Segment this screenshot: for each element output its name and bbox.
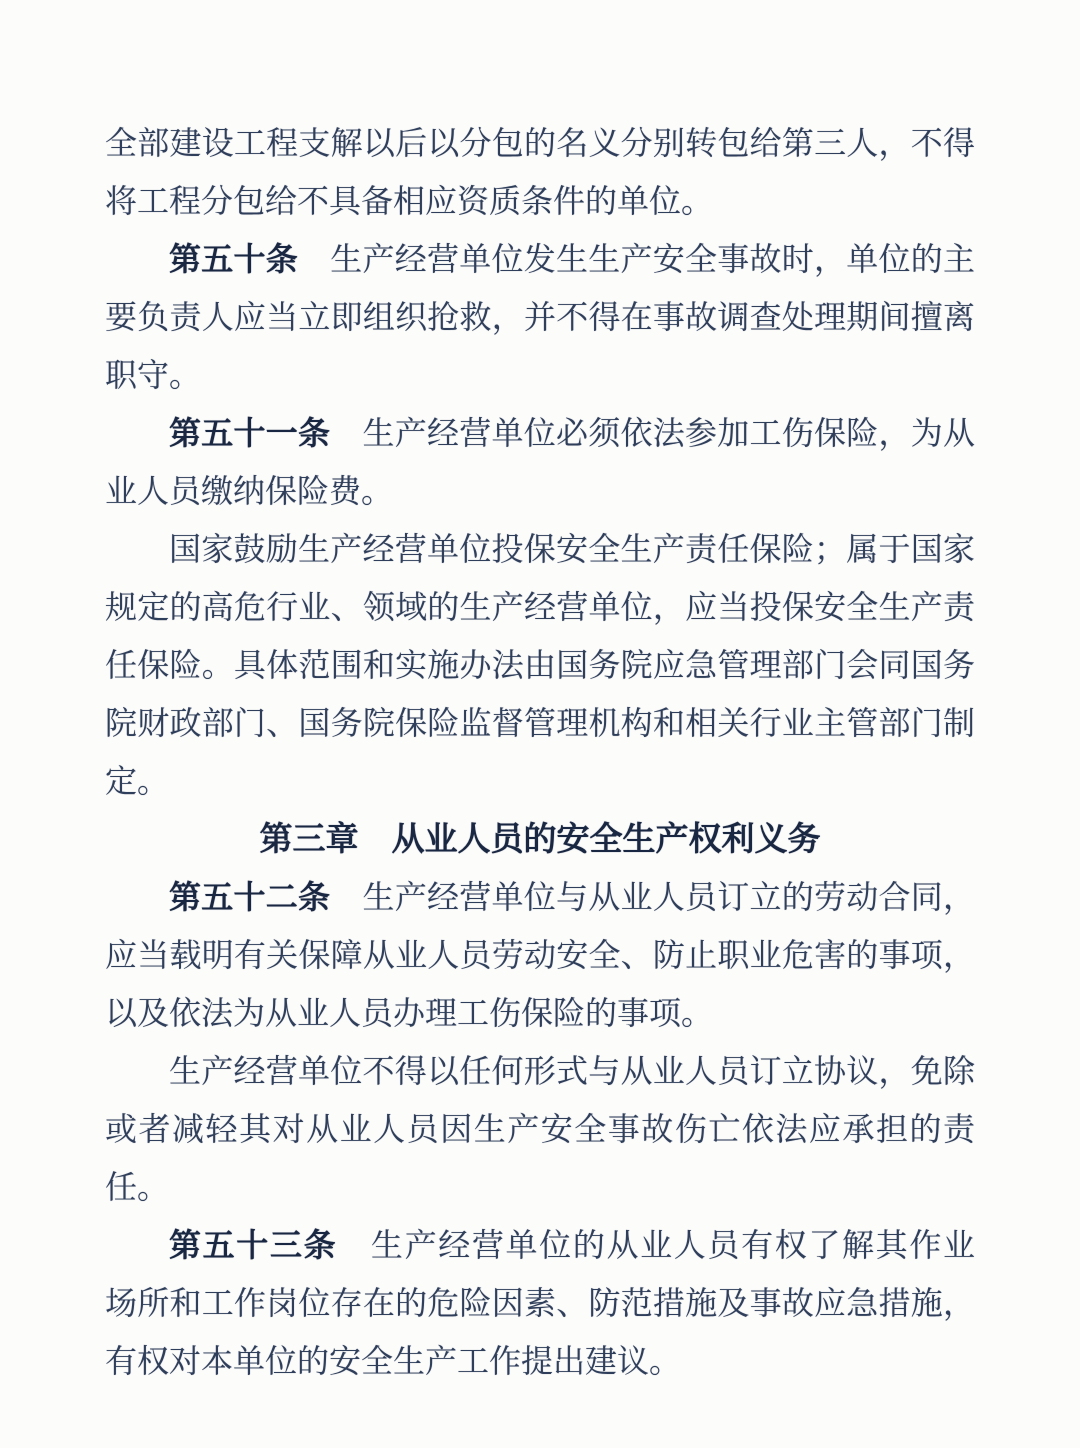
article-52-line-3: 以及依法为从业人员办理工伤保险的事项。 [105,995,714,1031]
article-52-line-1 [105,868,975,926]
article-50-line-3: 职守。 [105,357,202,393]
article-52-line-2: 应当载明有关保障从业人员劳动安全、防止职业危害的事项， [105,937,975,973]
article-53-text: 生产经营单位的从业人员有权了解其作业 [337,1227,975,1263]
article-52-number: 第五十二条 [169,879,331,915]
article-49-continuation-line-1: 全部建设工程支解以后以分包的名义分别转包给第三人，不得 [105,125,975,161]
article-52-para-2-line-1: 生产经营单位不得以任何形式与从业人员订立协议，免除 [169,1053,975,1089]
article-51-para-2-line-4: 院财政部门、国务院保险监督管理机构和相关行业主管部门制 [105,705,975,741]
article-51-text: 生产经营单位必须依法参加工伤保险，为从 [330,415,975,451]
article-53-line-3: 有权对本单位的安全生产工作提出建议。 [105,1343,682,1379]
article-50-line-1 [105,230,975,288]
article-51-para-2-line-2: 规定的高危行业、领域的生产经营单位，应当投保安全生产责 [105,589,975,625]
article-51-number: 第五十一条 [169,415,331,451]
article-50-number: 第五十条 [169,241,298,277]
article-51-para-2-line-5: 定。 [105,763,170,799]
article-53-line-2: 场所和工作岗位存在的危险因素、防范措施及事故应急措施， [105,1285,975,1321]
article-52-text: 生产经营单位与从业人员订立的劳动合同， [330,879,975,915]
article-50-text: 生产经营单位发生生产安全事故时，单位的主 [298,241,975,277]
article-51-para-2-line-1: 国家鼓励生产经营单位投保安全生产责任保险；属于国家 [169,531,975,567]
article-52-para-2-line-3: 任。 [105,1169,170,1205]
document-text-block [105,114,975,1390]
article-51-para-2-line-3: 任保险。具体范围和实施办法由国务院应急管理部门会同国务 [105,647,975,683]
article-49-continuation-line-2: 将工程分包给不具备相应资质条件的单位。 [105,183,714,219]
chapter-3-heading: 第三章 从业人员的安全生产权利义务 [259,820,821,857]
article-51-line-2: 业人员缴纳保险费。 [105,473,394,509]
article-53-line-1 [105,1216,975,1274]
article-51-line-1 [105,404,975,462]
article-53-number: 第五十三条 [169,1227,338,1263]
article-50-line-2: 要负责人应当立即组织抢救，并不得在事故调查处理期间擅离 [105,299,975,335]
article-52-para-2-line-2: 或者减轻其对从业人员因生产安全事故伤亡依法应承担的责 [105,1111,975,1147]
